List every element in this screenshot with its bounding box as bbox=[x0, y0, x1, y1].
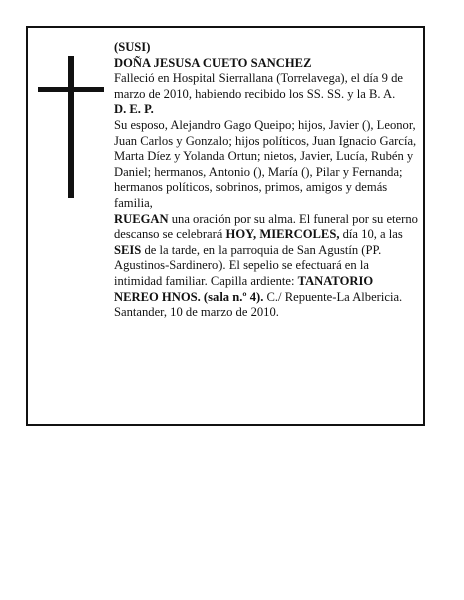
family-list: Su esposo, Alejandro Gago Queipo; hijos, Javier (), Leonor, Juan Carlos y Gonzalo; hijos políticos, Juan Ignacio García, Marta Díez y Yolanda Ortun; nietos, Javier, Lucía, Rubén y Daniel; hermanos, Antonio (), María (), Pilar y Fernanda; hermanos políticos, sobrinos, primos, amigos y demás familia, bbox=[114, 117, 417, 210]
place-date: Santander, 10 de marzo de 2010. bbox=[114, 305, 279, 320]
deceased-name: DOÑA JESUSA CUETO SANCHEZ bbox=[114, 55, 312, 70]
tanatorio-address: C./ Repuente-La Albericia. bbox=[263, 289, 403, 304]
ruegan-word: RUEGAN bbox=[114, 211, 169, 226]
ruegan-text: una oración por su alma. El funeral por su eterno descanso se celebrará bbox=[114, 211, 418, 242]
obituary-notice bbox=[26, 26, 425, 426]
nickname: (SUSI) bbox=[114, 40, 151, 54]
cross-icon bbox=[68, 56, 74, 198]
funeral-day-text: día 10, a las bbox=[339, 227, 403, 242]
funeral-day: HOY, MIERCOLES, bbox=[225, 227, 340, 242]
funeral-hour-text: de la tarde, en la parroquia de San Agustín (PP. Agustinos-Sardinero). El sepelio se efectuará en la intimidad familiar. Capilla ardiente: bbox=[114, 242, 382, 288]
death-details: Falleció en Hospital Sierrallana (Torrelavega), el día 9 de marzo de 2010, habiendo recibido los SS. SS. y la B. A. bbox=[114, 71, 404, 101]
cross-icon-bar bbox=[38, 87, 104, 92]
funeral-paragraph bbox=[114, 212, 419, 306]
funeral-hour: SEIS bbox=[114, 242, 142, 257]
tanatorio-name: TANATORIO NEREO HNOS. (sala n.º 4). bbox=[114, 273, 374, 304]
notice-text bbox=[114, 40, 419, 321]
dep-line: D. E. P. bbox=[114, 102, 154, 117]
